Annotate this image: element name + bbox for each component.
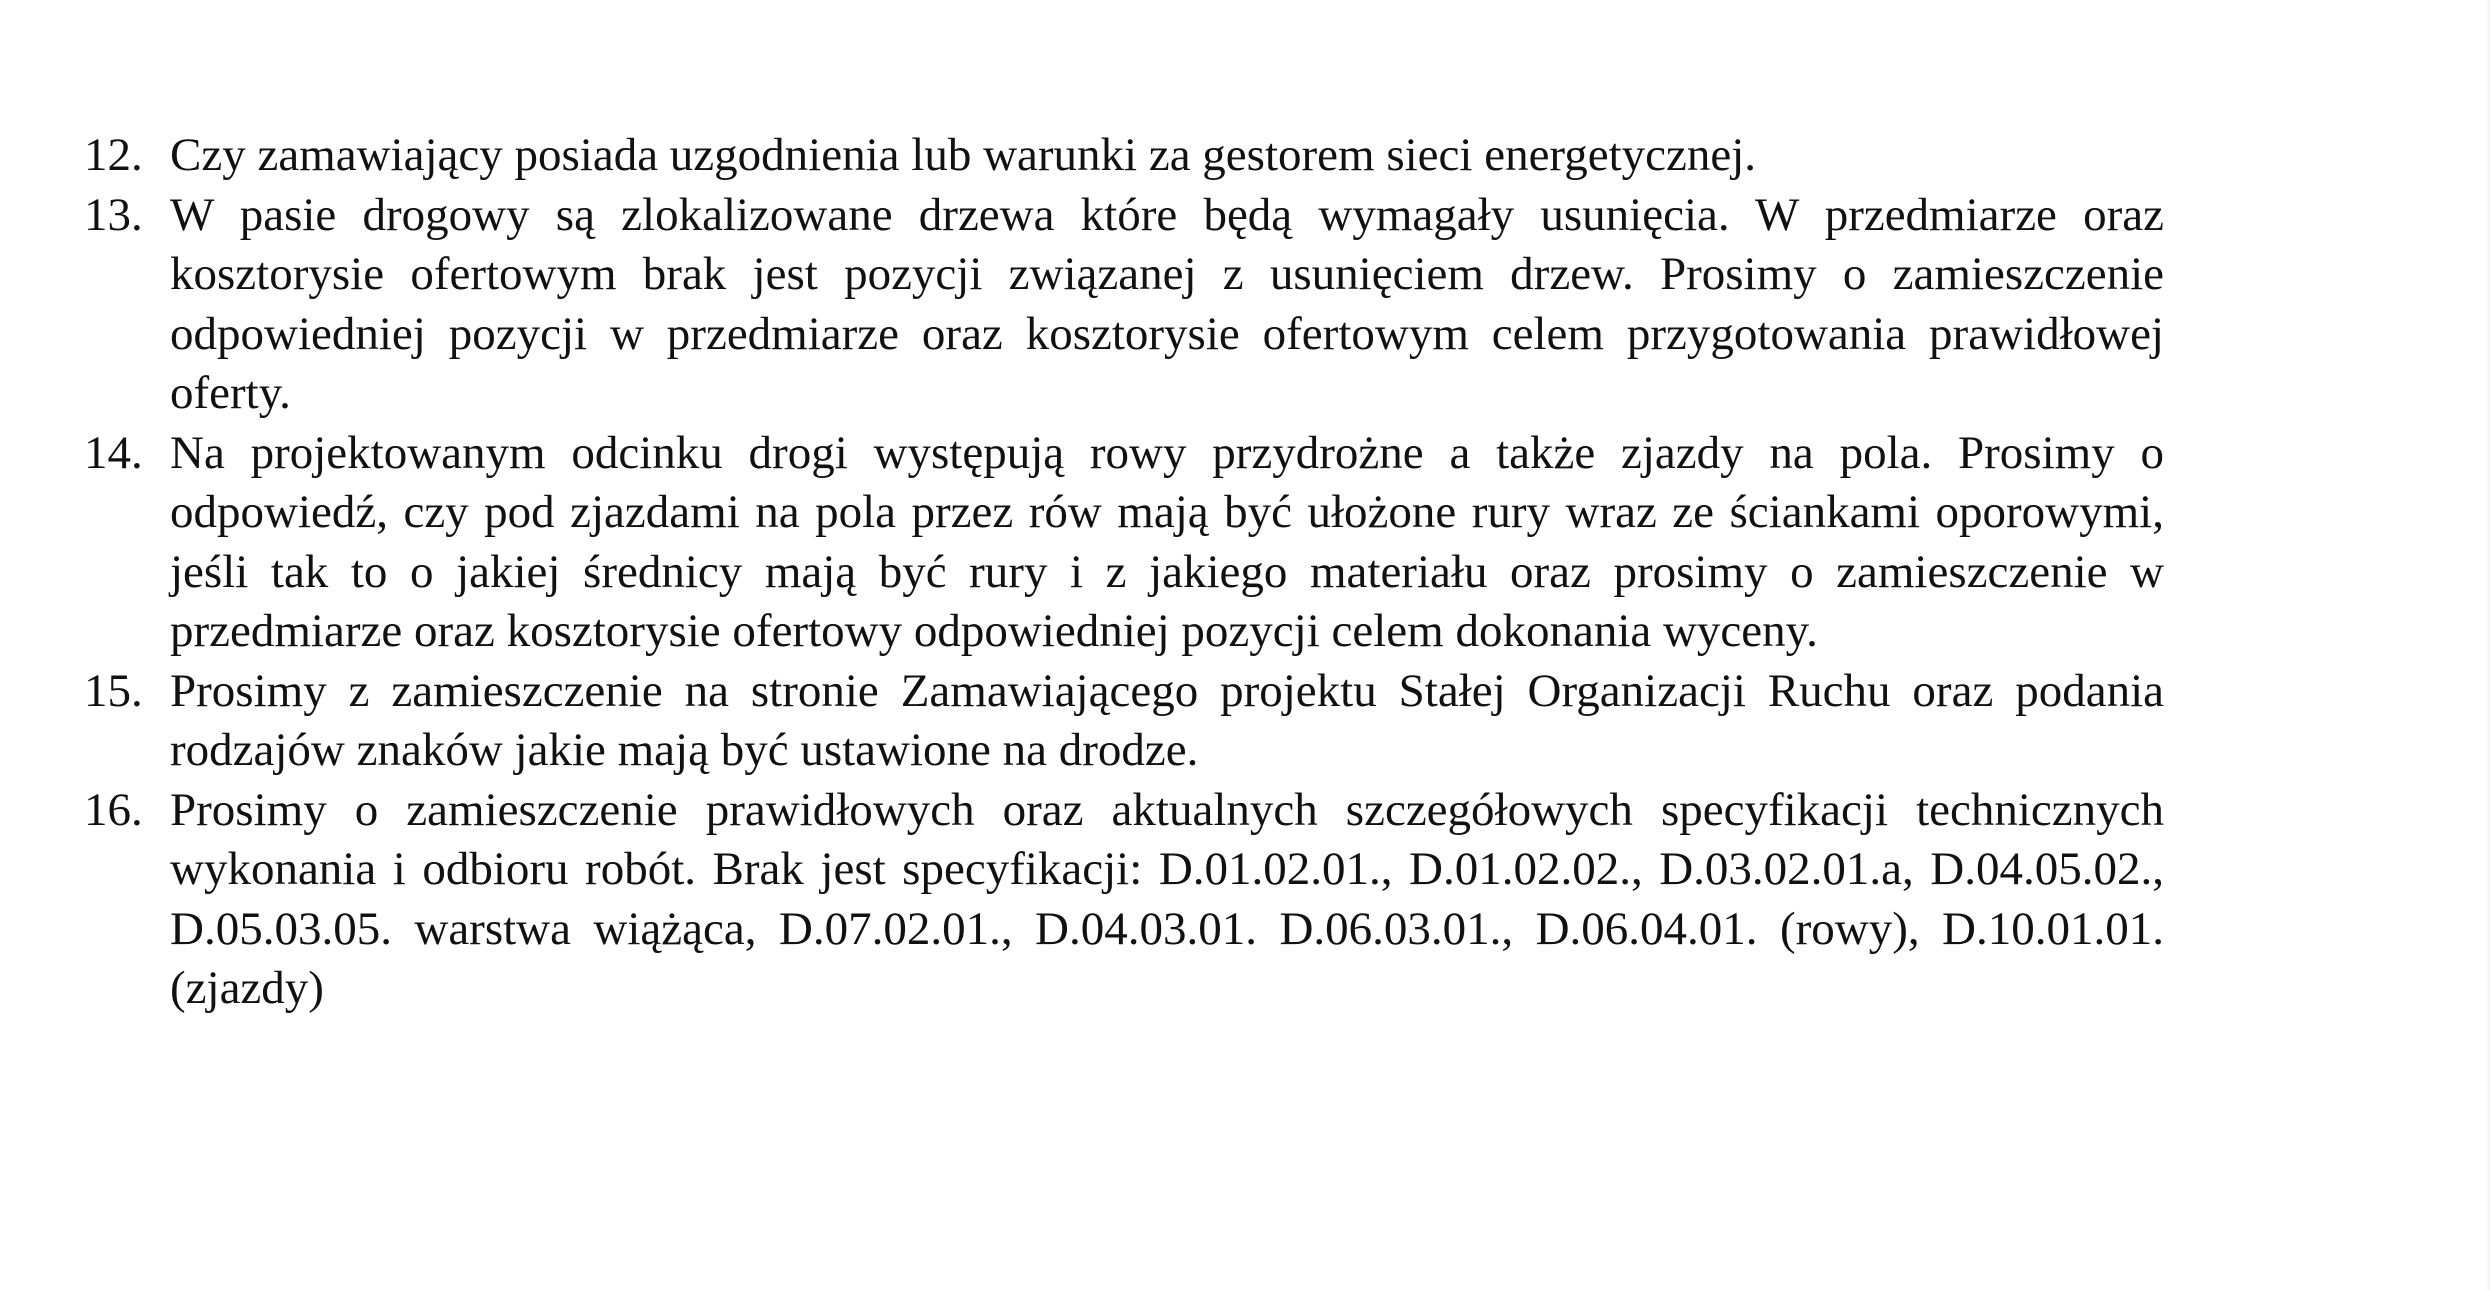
- item-text: Prosimy z zamieszczenie na stronie Zamawiającego projektu Stałej Organizacji Ruchu oraz podania rodzajów znaków jakie mają być ustawione na drodze.: [170, 664, 2164, 776]
- list-item-12: [84, 126, 2164, 186]
- item-number: 13.: [84, 188, 143, 241]
- item-number: 16.: [84, 783, 143, 836]
- scan-edge-shadow: [2486, 0, 2490, 1290]
- item-number: 14.: [84, 426, 143, 479]
- list-item-16: [84, 781, 2164, 1019]
- list-item-13: [84, 186, 2164, 424]
- item-text: W pasie drogowy są zlokalizowane drzewa które będą wymagały usunięcia. W przedmiarze oraz kosztorysie ofertowym brak jest pozycji związanej z usunięciem drzew. Prosimy o zamieszczenie odpowiedniej pozycji w przedmiarze oraz kosztorysie ofertowym celem przygotowania prawidłowej oferty.: [170, 188, 2164, 419]
- item-text: Czy zamawiający posiada uzgodnienia lub warunki za gestorem sieci energetycznej.: [170, 129, 1757, 181]
- list-item-14: [84, 424, 2164, 662]
- item-text: Na projektowanym odcinku drogi występują rowy przydrożne a także zjazdy na pola. Prosimy o odpowiedź, czy pod zjazdami na pola przez rów mają być ułożone rury wraz ze ściankami oporowymi, jeśli tak to o jakiej średnicy mają być rury i z jakiego materiału oraz prosimy o zamieszczenie w przedmiarze oraz kosztorysie ofertowy odpowiedniej pozycji celem dokonania wyceny.: [170, 426, 2164, 657]
- item-number: 15.: [84, 664, 143, 717]
- item-text: Prosimy o zamieszczenie prawidłowych oraz aktualnych szczegółowych specyfikacji technicznych wykonania i odbioru robót. Brak jest specyfikacji: D.01.02.01., D.01.02.02., D.03.02.01.a, D.04.05.02., D.05.03.05. warstwa wiążąca, D.07.02.01., D.04.03.01. D.06.03.01., D.06.04.01. (rowy), D.10.01.01. (zjazdy): [170, 783, 2164, 1014]
- numbered-list: [84, 126, 2164, 1019]
- item-number: 12.: [84, 129, 143, 181]
- list-item-15: [84, 662, 2164, 781]
